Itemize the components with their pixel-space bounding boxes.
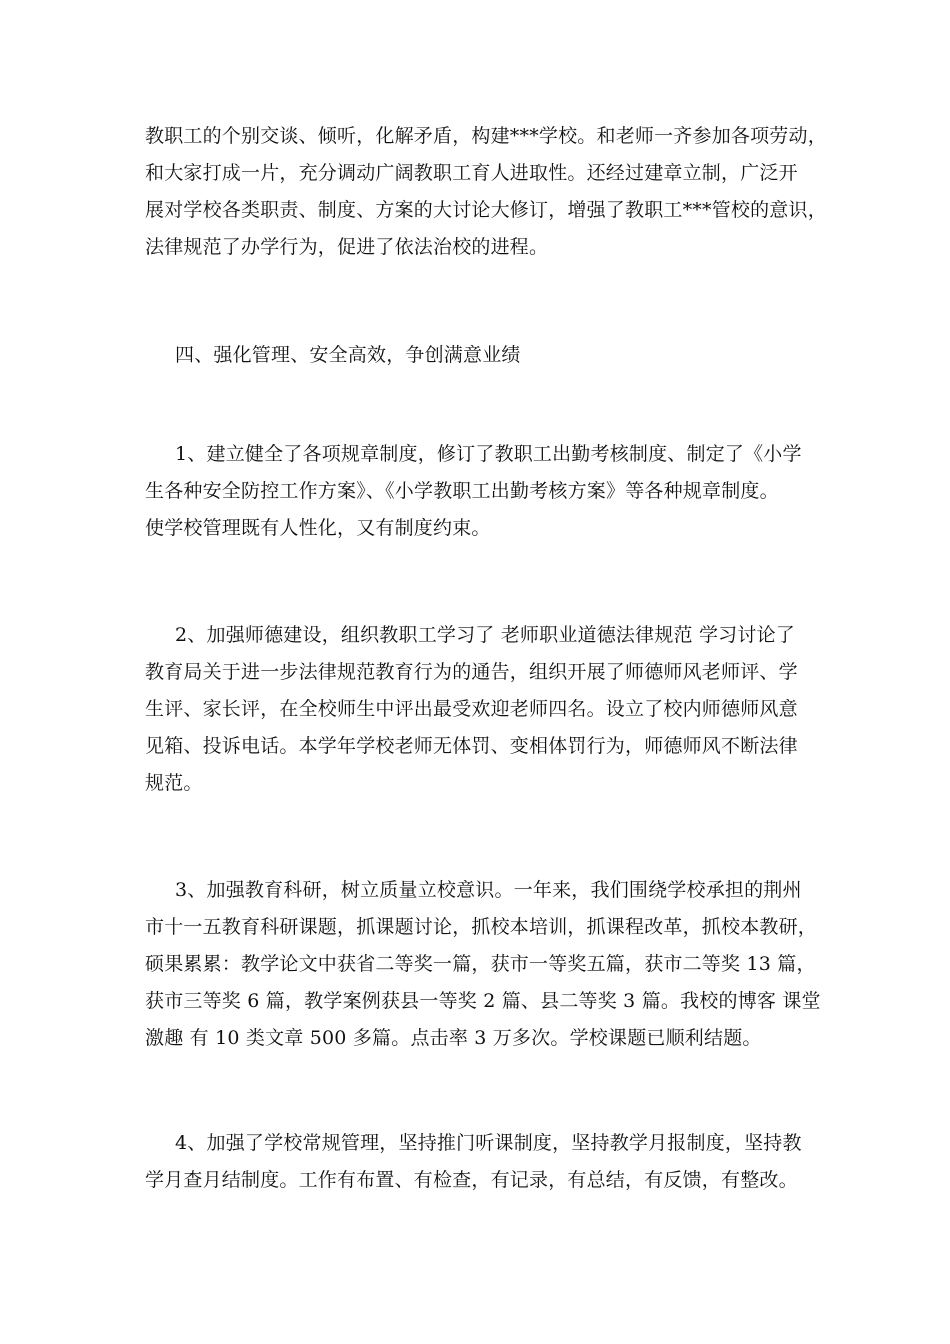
paragraph-teacher-communication	[145, 118, 827, 266]
text-line: 市十一五教育科研课题，抓课题讨论，抓校本培训，抓课程改革，抓校本教研，	[145, 916, 818, 938]
text-line: 激趣 有 10 类文章 500 多篇。点击率 3 万多次。学校课题已顺利结题。	[145, 1027, 762, 1049]
paragraph-item-3-research	[145, 872, 821, 1057]
text-line: 生各种安全防控工作方案》、《小学教职工出勤考核方案》等各种规章制度。	[145, 480, 779, 502]
text-line: 教育局关于进一步法律规范教育行为的通告，组织开展了师德师风老师评、学	[145, 661, 798, 683]
text-line: 规范。	[145, 772, 203, 794]
section-heading-four	[145, 337, 810, 374]
paragraph-item-4-management	[145, 1125, 810, 1199]
text-line: 展对学校各类职责、制度、方案的大讨论大修订，增强了教职工***管校的意识，	[145, 199, 827, 221]
text-line: 3、加强教育科研，树立质量立校意识。一年来，我们围绕学校承担的荆州	[175, 879, 802, 901]
text-line: 见箱、投诉电话。本学年学校老师无体罚、变相体罚行为，师德师风不断法律	[145, 735, 798, 757]
text-line: 使学校管理既有人性化，又有制度约束。	[145, 517, 491, 539]
text-line: 4、加强了学校常规管理，坚持推门听课制度，坚持教学月报制度，坚持教	[175, 1132, 802, 1154]
paragraph-item-1-rules	[145, 436, 810, 547]
text-line: 教职工的个别交谈、倾听，化解矛盾，构建***学校。和老师一齐参加各项劳动，	[145, 125, 827, 147]
text-line: 法律规范了办学行为，促进了依法治校的进程。	[145, 236, 549, 258]
text-line: 生评、家长评，在全校师生中评出最受欢迎老师四名。设立了校内师德师风意	[145, 698, 798, 720]
text-line: 和大家打成一片，充分调动广阔教职工育人进取性。还经过建章立制，广泛开	[145, 162, 798, 184]
section-heading-text: 四、强化管理、安全高效，争创满意业绩	[175, 344, 521, 366]
text-line: 1、建立健全了各项规章制度，修订了教职工出勤考核制度、制定了《小学	[175, 443, 802, 465]
text-line: 硕果累累：教学论文中获省二等奖一篇，获市一等奖五篇，获市二等奖 13 篇，	[145, 953, 816, 975]
text-line: 2、加强师德建设，组织教职工学习了 老师职业道德法律规范 学习讨论了	[175, 624, 795, 646]
text-line: 学月查月结制度。工作有布置、有检查，有记录，有总结，有反馈，有整改。	[145, 1169, 798, 1191]
text-line: 获市三等奖 6 篇，教学案例获县一等奖 2 篇、县二等奖 3 篇。我校的博客 课堂	[145, 990, 821, 1012]
paragraph-item-2-ethics	[145, 617, 810, 802]
